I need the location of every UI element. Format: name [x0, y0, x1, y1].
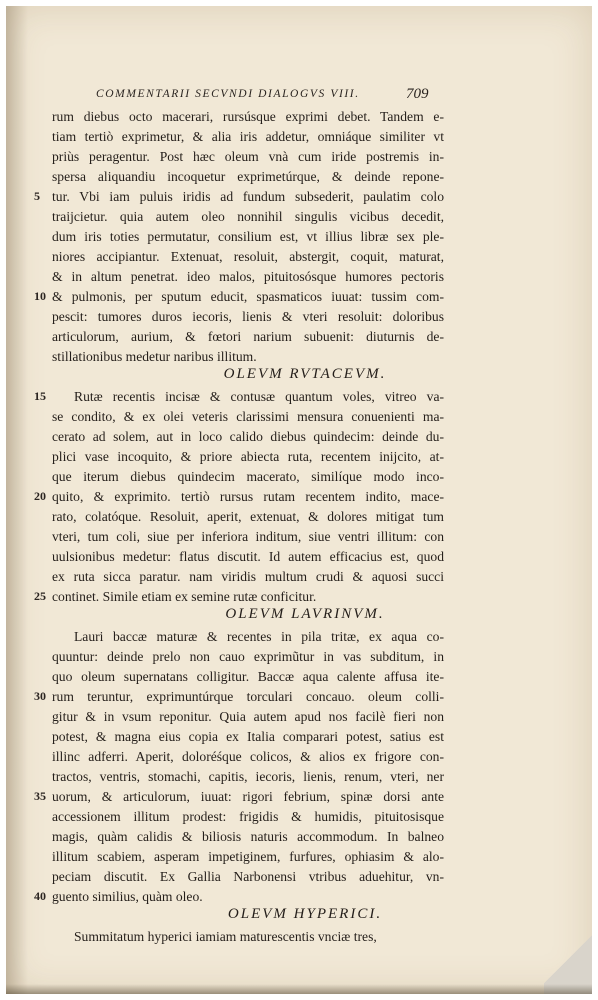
text-line: uulsionibus medetur: flatus discutit. Id autem efficacius est, quod	[52, 549, 444, 564]
text-line: Summitatum hyperici iamiam maturescentis vnciæ tres,	[74, 929, 377, 944]
text-line: gitur & in vsum reponitur. Quia autem apud nos facilè fieri non	[52, 709, 444, 724]
text-line: quito, & exprimito. tertiò rursus rutam recentem indito, mace-	[52, 489, 444, 504]
line-number: 5	[34, 189, 40, 203]
page-spine-shadow	[6, 6, 28, 994]
page-number: 709	[406, 86, 429, 102]
text-line: peciam discutit. Ex Gallia Narbonensi vtribus aduehitur, vn-	[52, 869, 444, 884]
text-line: & in altum penetrat. ideo malos, pituitosósque humores pectoris	[52, 269, 444, 284]
text-line: que iterum diebus quindecim macerato, similíque modo inco-	[52, 469, 444, 484]
text-line: quuntur: deinde prelo non cauo exprimũtur in vas subditum, in	[52, 649, 444, 664]
text-line: guento similius, quàm oleo.	[52, 889, 203, 904]
text-line: cerato ad solem, aut in loco calido diebus quindecim: deinde du-	[52, 429, 444, 444]
book-page	[6, 6, 592, 994]
text-line: plici vase incoquito, & priore abiecta ruta, recentem inijcito, at-	[52, 449, 444, 464]
text-line: rum diebus octo macerari, rursúsque exprimi debet. Tandem e-	[52, 109, 444, 124]
text-line: niores accipiantur. Extenuat, resoluit, abstergit, coquit, maturat,	[52, 249, 444, 264]
text-line: magis, quàm calidis & biliosis naturis accommodum. In balneo	[52, 829, 444, 844]
text-line: illinc adferri. Aperit, doloréśque colicos, & alios ex frigore con-	[52, 749, 444, 764]
text-line: potest, & magna eius copia ex Italia comparari potest, satius est	[52, 729, 444, 744]
page-bottom-edge	[6, 984, 592, 994]
text-line: ex ruta sicca paratur. nam viridis multum crudi & aquosi succi	[52, 569, 444, 584]
text-line: dum iris toties permutatur, consilium est, vt illius libræ sex ple-	[52, 229, 444, 244]
text-line: rum teruntur, exprimuntúrque torculari concauo. oleum colli-	[52, 689, 444, 704]
running-header: COMMENTARII SECVNDI DIALOGVS VIII.	[96, 88, 360, 100]
text-line: traijcietur. quia autem oleo nonnihil singulis vicibus decedit,	[52, 209, 444, 224]
text-line: stillationibus medetur naribus illitum.	[52, 349, 257, 364]
text-line: & pulmonis, per sputum educit, spasmaticos iuuat: tussim com-	[52, 289, 444, 304]
section-title-oleum-rutaceum: OLEVM RVTACEVM.	[223, 366, 387, 382]
text-line: tur. Vbi iam puluis iridis ad fundum subsederit, paulatim colo	[52, 189, 444, 204]
text-line: vteri, tum coli, siue per inferiora inditum, siue ventri illitum: con	[52, 529, 444, 544]
text-line: tiam tertiò exprimetur, & alia iris addetur, omniáque similiter vt	[52, 129, 444, 144]
text-line: continet. Simile etiam ex semine rutæ conficitur.	[52, 589, 317, 604]
line-number: 15	[34, 389, 46, 403]
text-line: priùs peragentur. Post hæc oleum vnà cum iride postremis in-	[52, 149, 444, 164]
section-title-oleum-laurinum: OLEVM LAVRINVM.	[225, 606, 385, 622]
text-line: articulorum, aurium, & fœtori narium subuenit: diuturnis de-	[52, 329, 444, 344]
text-line: quo oleum supernatans colligitur. Baccæ aqua calente affusa ite-	[52, 669, 444, 684]
text-line: pescit: tumores duros iecoris, lienis & vteri resoluit: doloribus	[52, 309, 444, 324]
line-number: 35	[34, 789, 46, 803]
text-line: se condito, & ex olei veteris clarissimi mensura conuenienti ma-	[52, 409, 444, 424]
text-line: illitum scabiem, asperam impetiginem, furfures, ophiasim & alo-	[52, 849, 444, 864]
text-line: spersa aliquandiu incoquetur exprimetúrque, & deinde repone-	[52, 169, 444, 184]
text-line: Rutæ recentis incisæ & contusæ quantum voles, vitreo va-	[74, 389, 444, 404]
line-number: 20	[34, 489, 46, 503]
section-title-oleum-hyperici: OLEVM HYPERICI.	[227, 906, 383, 922]
text-line: tractos, ventris, stomachi, capitis, iecoris, lienis, renum, vteri, ner	[52, 769, 444, 784]
text-line: accessionem illitum prodest: frigidis & humidis, pituitosisque	[52, 809, 444, 824]
line-number: 40	[34, 889, 46, 903]
text-line: rato, colatóque. Resoluit, aperit, extenuat, & dolores mitigat tum	[52, 509, 444, 524]
line-number: 30	[34, 689, 46, 703]
line-number: 10	[34, 289, 46, 303]
line-number: 25	[34, 589, 46, 603]
text-line: uorum, & articulorum, iuuat: rigori febrium, spinæ dorsi ante	[52, 789, 444, 804]
text-line: Lauri baccæ maturæ & recentes in pila tritæ, ex aqua co-	[74, 629, 444, 644]
